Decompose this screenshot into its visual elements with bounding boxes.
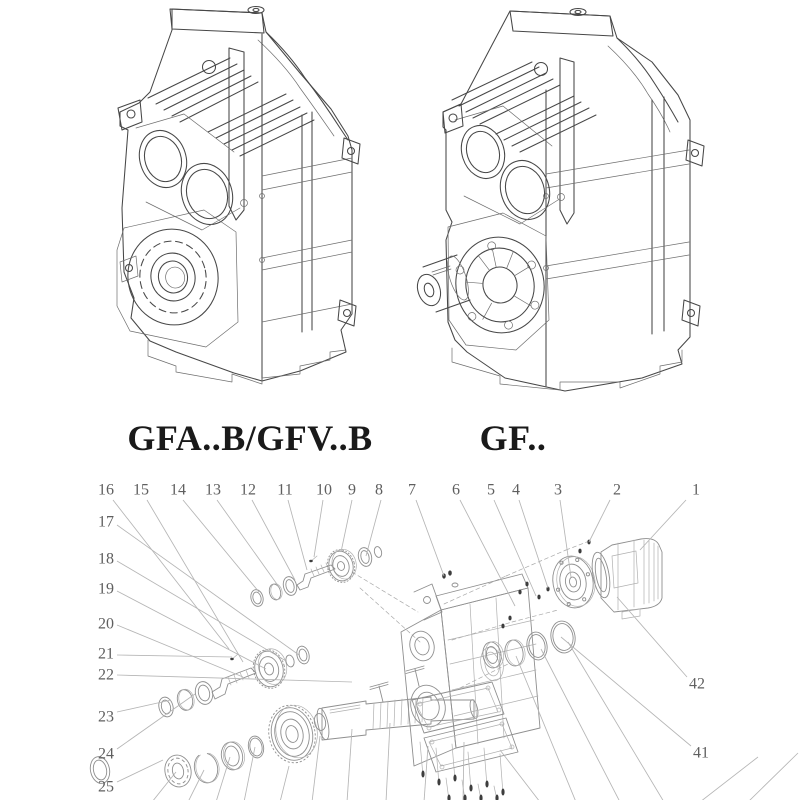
intermediate-gear (249, 646, 291, 692)
bore-boss (136, 114, 240, 230)
side-straps (262, 158, 352, 322)
cutoff-leader-line (700, 757, 758, 800)
arch-inner (608, 46, 670, 132)
leader-line-8 (366, 500, 381, 556)
caption-left: GFA..B/GFV..B (127, 418, 373, 458)
leader-line-17 (117, 525, 299, 655)
lifting-boss-hole (575, 10, 581, 13)
cutoff-leader-line (152, 772, 176, 800)
leader-line-11 (288, 500, 307, 570)
callout-number-11: 11 (277, 481, 293, 499)
callout-number-8: 8 (375, 481, 383, 499)
callout-number-42: 42 (689, 675, 705, 693)
feet (148, 340, 346, 384)
front-pillar (560, 58, 574, 224)
cutoff-leader-line (386, 723, 390, 800)
leader-line-4 (519, 500, 548, 588)
callout-number-12: 12 (240, 481, 256, 499)
leader-line-24 (117, 694, 195, 749)
input-bore-2 (174, 157, 241, 231)
cutoff-leader-line (312, 736, 320, 800)
callout-number-5: 5 (487, 481, 495, 499)
pillar-hole (535, 63, 548, 76)
leader-line-6 (460, 500, 515, 606)
boss-bolt-hole (558, 194, 565, 201)
cutoff-leader-line (541, 649, 620, 800)
callout-number-14: 14 (170, 481, 186, 499)
leader-line-3 (560, 500, 571, 577)
cutoff-leader-line (424, 746, 428, 800)
callout-number-10: 10 (316, 481, 332, 499)
leader-line-42 (617, 597, 687, 677)
callout-number-21: 21 (98, 645, 114, 663)
callout-number-7: 7 (408, 481, 416, 499)
callout-number-22: 22 (98, 666, 114, 684)
output-gear (263, 700, 322, 767)
callout-number-24: 24 (98, 745, 114, 763)
callout-number-41: 41 (693, 744, 709, 762)
callout-number-3: 3 (554, 481, 562, 499)
side-rib (652, 97, 664, 334)
leader-line-10 (314, 500, 323, 557)
leader-line-14 (183, 500, 259, 592)
lifting-boss-hole (253, 8, 259, 11)
side-rib (302, 112, 312, 332)
cutoff-leader-line (347, 729, 352, 800)
callout-number-18: 18 (98, 550, 114, 568)
leader-line-23 (117, 700, 171, 712)
gearcase-housing (401, 574, 540, 766)
shaft-keys (370, 666, 424, 702)
mounting-tabs (118, 100, 360, 326)
cutoff-leader-line (244, 747, 255, 800)
leader-line-7 (416, 500, 444, 576)
motor-flange (549, 553, 599, 612)
feet (452, 348, 682, 390)
cutoff-leader-line (748, 753, 798, 800)
housing-outline (443, 11, 690, 391)
intermediate-pinion-shaft (212, 668, 256, 699)
leader-line-12 (252, 500, 295, 580)
callout-number-9: 9 (348, 481, 356, 499)
callout-number-17: 17 (98, 513, 114, 531)
leader-line-20 (117, 625, 243, 677)
alignment-dashes (352, 540, 592, 688)
top-beam (510, 11, 613, 36)
input-bore-1 (132, 124, 194, 193)
callout-layer (98, 482, 709, 796)
front-plate (117, 210, 238, 347)
leader-line-13 (217, 500, 279, 587)
cutoff-leader-line (280, 766, 289, 800)
callout-number-1: 1 (692, 481, 700, 499)
leader-line-2 (589, 500, 610, 542)
callout-number-15: 15 (133, 481, 149, 499)
drawing-gf (414, 9, 704, 392)
drawing-gfa-b-gfv-b (117, 7, 360, 385)
input-shaft-assembly (249, 546, 383, 608)
callout-number-2: 2 (613, 481, 621, 499)
cutoff-leader-line (568, 642, 664, 800)
cover-bolts (420, 742, 505, 800)
callout-number-25: 25 (98, 778, 114, 796)
callout-number-6: 6 (452, 481, 460, 499)
callout-number-4: 4 (512, 481, 520, 499)
leader-line-19 (117, 591, 266, 669)
pillar-hole (203, 61, 216, 74)
arch-outer (617, 38, 678, 122)
leader-line-5 (494, 500, 536, 596)
output-flange (414, 213, 553, 350)
leader-line-25 (117, 760, 163, 782)
caption-right: GF.. (479, 418, 547, 458)
side-straps (546, 150, 689, 279)
leader-line-41 (561, 637, 691, 746)
small-bolts (442, 540, 590, 629)
cutoff-leader-line (500, 750, 540, 800)
leader-line-21 (117, 655, 232, 657)
callout-number-20: 20 (98, 615, 114, 633)
leader-line-1 (640, 500, 686, 550)
callout-number-23: 23 (98, 708, 114, 726)
leader-line-9 (341, 500, 352, 552)
oil-seal (219, 740, 247, 772)
callout-number-19: 19 (98, 580, 114, 598)
leader-line-16 (113, 500, 229, 649)
cutoff-leader-line (516, 656, 576, 800)
callout-number-13: 13 (205, 481, 221, 499)
snap-ring (192, 751, 222, 785)
leader-line-18 (117, 561, 286, 661)
callout-number-16: 16 (98, 481, 114, 499)
